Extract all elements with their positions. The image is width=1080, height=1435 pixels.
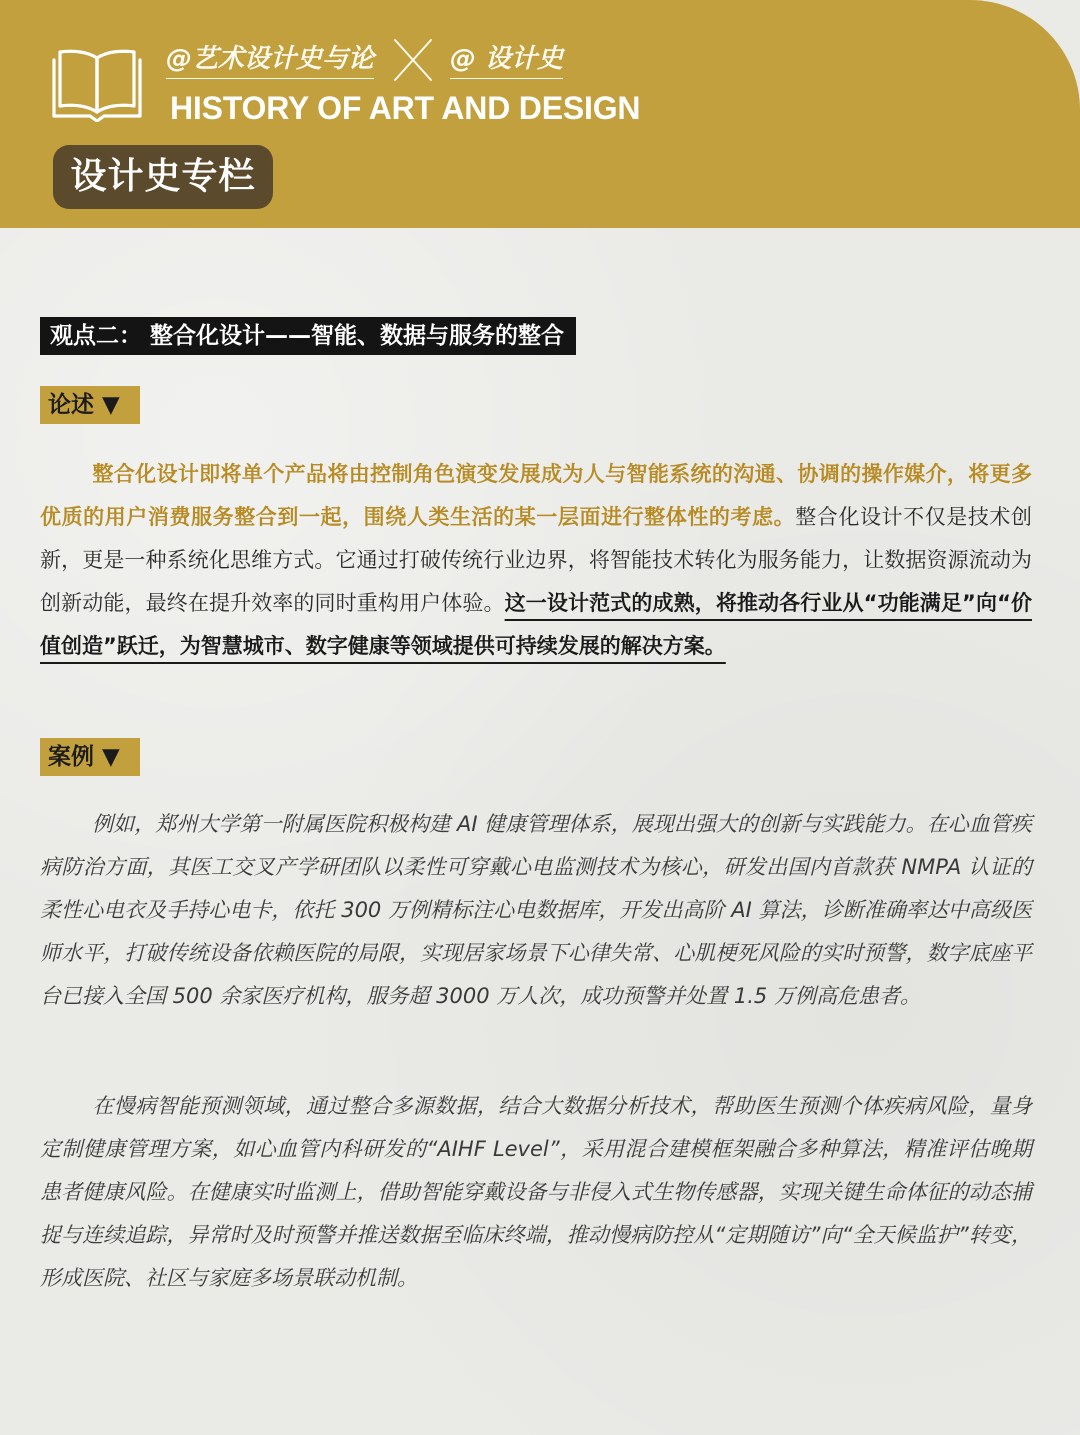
- case-paragraph: [40, 1085, 1032, 1300]
- argument-tag: 论述 ▼: [40, 386, 140, 424]
- source-handle-primary[interactable]: @艺术设计史与论: [166, 42, 374, 79]
- section-title: 观点二： 整合化设计——智能、数据与服务的整合: [40, 317, 576, 355]
- case-text-1: 例如，郑州大学第一附属医院积极构建 AI 健康管理体系，展现出强大的创新与实践能力。在心血管疾病防治方面，其医工交叉产学研团队以柔性可穿戴心电监测技术为核心，研发出国内首款获 NMPA 认证的柔性心电衣及手持心电卡，依托 300 万例精标注心电数据库，开发出高阶 AI 算法，诊断准确率达中高级医师水平，打破传统设备依赖医院的局限，实现居家场景下心律失常、心肌梗死风险的实时预警，数字底座平台已接入全国 500 余家医疗机构，服务超 3000 万人次，成功预警并处置 1.5 万例高危患者。: [40, 812, 1032, 1008]
- column-label: 设计史专栏: [53, 145, 273, 209]
- source-handle-secondary[interactable]: @ 设计史: [450, 42, 563, 79]
- case-paragraph: [40, 803, 1032, 1018]
- english-title: HISTORY OF ART AND DESIGN: [170, 90, 641, 126]
- argument-body: 整合化设计不仅是技术创新，更是一种系统化思维方式。它通过打破传统行业边界，将智能技术转化为服务能力，让数据资源流动为创新动能，最终在提升效率的同时重构用户体验。: [40, 505, 1033, 615]
- header-band: [0, 0, 1080, 228]
- case-tag: 案例 ▼: [40, 738, 140, 776]
- open-book-icon: [50, 44, 144, 122]
- x-cross-icon: [392, 38, 434, 82]
- argument-conclusion: 这一设计范式的成熟，将推动各行业从“功能满足”向“价值创造”跃迁，为智慧城市、数字健康等领域提供可持续发展的解决方案。: [40, 591, 1033, 658]
- argument-highlight: 整合化设计即将单个产品将由控制角色演变发展成为人与智能系统的沟通、协调的操作媒介，将更多优质的用户消费服务整合到一起，围绕人类生活的某一层面进行整体性的考虑。: [40, 462, 1032, 529]
- argument-paragraph: [40, 453, 1032, 668]
- case-text-2: 在慢病智能预测领域，通过整合多源数据，结合大数据分析技术，帮助医生预测个体疾病风险，量身定制健康管理方案，如心血管内科研发的“AIHF Level”，采用混合建模框架融合多种算法，精准评估晚期患者健康风险。在健康实时监测上，借助智能穿戴设备与非侵入式生物传感器，实现关键生命体征的动态捕捉与连续追踪，异常时及时预警并推送数据至临床终端，推动慢病防控从“定期随访”向“全天候监护”转变，形成医院、社区与家庭多场景联动机制。: [40, 1094, 1032, 1290]
